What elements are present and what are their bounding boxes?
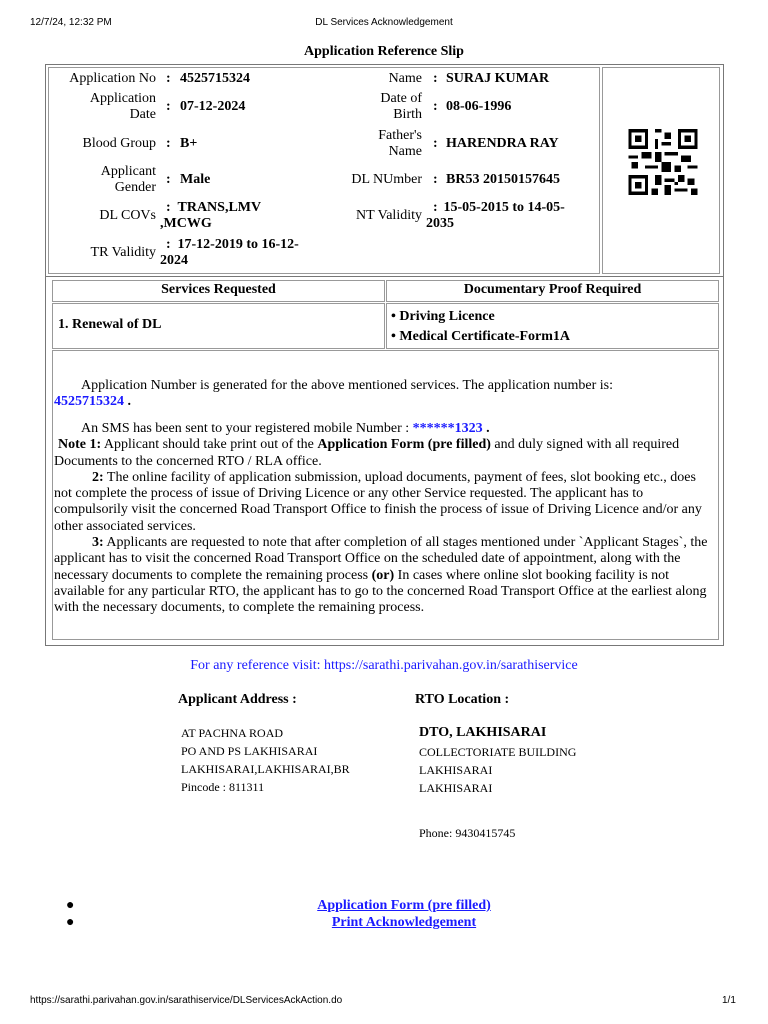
app-date-value: 07-12-2024 (180, 99, 246, 114)
dl-number-label: DL NUmber (351, 172, 422, 187)
app-date-label: Application Date (89, 91, 156, 122)
nt-validity-value: 15-05-2015 to 14-05- 2035 (426, 200, 565, 231)
address-line: AT PACHNA ROAD (181, 726, 284, 740)
gender-colon: : (166, 172, 171, 187)
print-acknowledgement-link[interactable]: Print Acknowledgement (331, 914, 477, 930)
note-1: Note 1: Applicant should take print out of the Application Form (pre filled) and duly signed with all required Documents to the concerned RTO / RLA office. (54, 437, 680, 469)
dl-number-colon: : (433, 172, 438, 187)
print-datetime: 12/7/24, 12:32 PM (30, 17, 112, 28)
dl-covs-colon: : (166, 200, 171, 215)
rto-name: DTO, LAKHISARAI (419, 725, 547, 740)
rto-address (419, 743, 576, 797)
applicant-address (181, 724, 350, 796)
app-number-highlight: 4525715324 (54, 394, 124, 410)
app-no-colon: : (166, 71, 171, 86)
reference-link-text[interactable]: For any reference visit: https://sarathi.parivahan.gov.in/sarathiservice (190, 658, 578, 673)
address-line: LAKHISARAI,LAKHISARAI,BR (181, 762, 350, 776)
note-3: 3: Applicants are requested to note that after completion of all stages mentioned under `Applicant Stages`, the applicant has to visit the concerned Road Transport Office on the scheduled date of appointment, along with the necessary documents to complete the remaining process (or) In cases where online slot booking facility is not available for any particular RTO, the applicant has to go to the concerned Road Transport Office at the earliest along with the necessary documents, to complete the remaining process. (54, 535, 708, 616)
action-links (66, 898, 766, 931)
gender-value: Male (180, 172, 211, 187)
service-cell (52, 303, 385, 349)
name-value: SURAJ KUMAR (446, 71, 550, 86)
address-pincode: Pincode : 811311 (181, 780, 265, 794)
gender-label: Applicant Gender (100, 164, 156, 195)
services-requested-header: Services Requested (52, 280, 385, 302)
qr-code-icon (628, 129, 698, 195)
nt-validity-colon: : (433, 200, 438, 215)
notes-body (54, 421, 716, 617)
nt-validity-label: NT Validity (356, 208, 422, 223)
dl-covs-value: TRANS,LMV ,MCWG (160, 200, 262, 231)
father-label: Father's Name (378, 128, 422, 159)
rto-phone: Phone: 9430415745 (419, 826, 516, 840)
application-form-link[interactable]: Application Form (pre filled) (317, 898, 491, 913)
rto-address-line: COLLECTORIATE BUILDING (419, 745, 577, 759)
dl-covs-label: DL COVs (99, 208, 156, 223)
sms-notice: An SMS has been sent to your registered mobile Number : ******1323 . (81, 421, 490, 436)
slip-title: Application Reference Slip (304, 44, 464, 59)
address-line: PO AND PS LAKHISARAI (181, 744, 318, 758)
qr-cell (602, 67, 720, 274)
rto-address-line: LAKHISARAI (419, 763, 493, 777)
father-colon: : (433, 136, 438, 151)
print-footer-page: 1/1 (722, 995, 736, 1006)
proof-item-medical-certificate: • Medical Certificate-Form1A (391, 329, 571, 344)
rto-location-heading: RTO Location : (415, 692, 510, 707)
tr-validity-label: TR Validity (90, 245, 156, 260)
dl-number-value: BR53 20150157645 (446, 172, 560, 187)
app-date-colon: : (166, 99, 171, 114)
blood-group-colon: : (166, 136, 171, 151)
dob-label: Date of Birth (380, 91, 422, 122)
rto-address-line: LAKHISARAI (419, 781, 493, 795)
app-no-value: 4525715324 (180, 71, 250, 86)
sms-number: ******1323 (412, 421, 483, 436)
tr-validity-colon: : (166, 237, 171, 252)
blood-group-label: Blood Group (82, 136, 156, 151)
bullet-icon: ● (66, 898, 75, 913)
proof-required-header: Documentary Proof Required (386, 280, 719, 302)
blood-group-value: B+ (180, 136, 198, 151)
name-label: Name (388, 71, 422, 86)
applicant-address-heading: Applicant Address : (178, 692, 297, 707)
print-doc-title: DL Services Acknowledgement (315, 17, 453, 28)
proof-cell (386, 303, 719, 349)
app-no-label: Application No (69, 71, 156, 86)
note-2: 2: The online facility of application submission, upload documents, payment of fees, slot booking etc., does not complete the process of issue of Driving Licence or any other Service requested. The applicant has to compulsorily visit the concerned Road Transport Office to finish the process of issue of Driving Licence and/or any other associated services. (54, 469, 702, 534)
bullet-icon: ● (66, 914, 75, 930)
name-colon: : (433, 71, 438, 86)
print-footer-url: https://sarathi.parivahan.gov.in/sarathiservice/DLServicesAckAction.do (30, 995, 343, 1006)
father-value: HARENDRA RAY (446, 136, 559, 151)
service-item: 1. Renewal of DL (58, 317, 162, 332)
tr-validity-value: 17-12-2019 to 16-12- 2024 (160, 237, 299, 268)
proof-item-driving-licence: • Driving Licence (391, 309, 495, 324)
dob-colon: : (433, 99, 438, 114)
dob-value: 08-06-1996 (446, 99, 512, 114)
app-number-notice: Application Number is generated for the above mentioned services. The application number is: 4525715324 . (54, 378, 613, 410)
